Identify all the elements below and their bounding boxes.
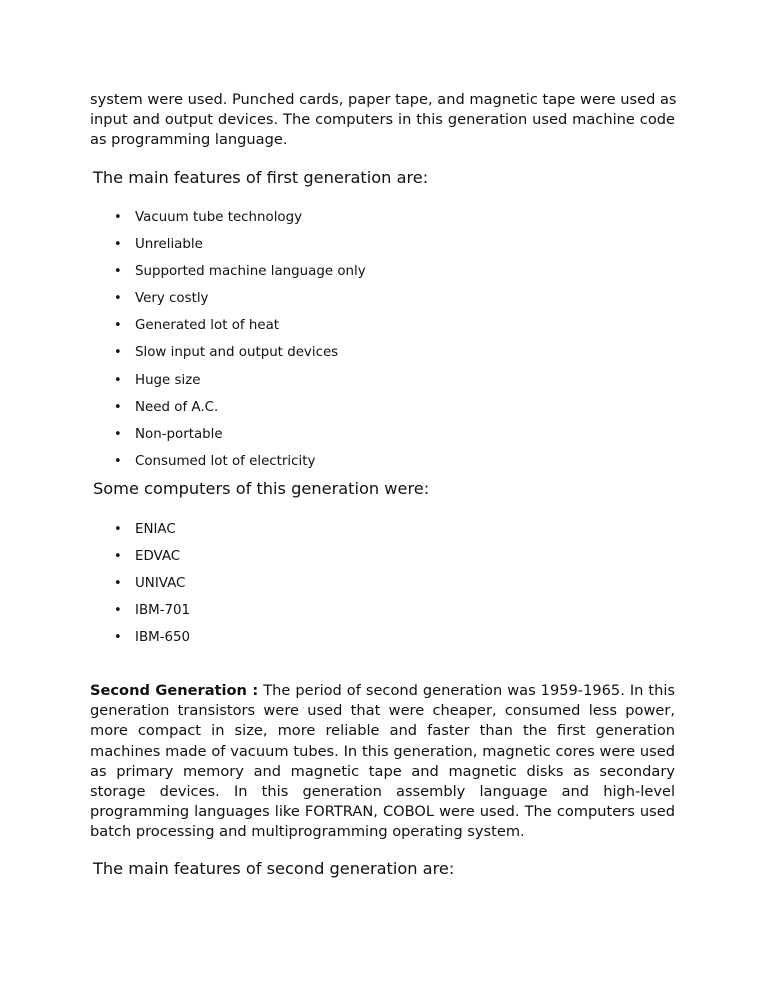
bullet-glyph: • (114, 549, 122, 564)
second-gen-lead: Second Generation : (90, 682, 259, 699)
bullet-glyph: • (114, 264, 122, 279)
intro-line: as programming language. (90, 131, 288, 149)
bullet-glyph: • (114, 454, 122, 469)
second-gen-line: storage devices. In this generation assembly language and high-level (90, 783, 675, 801)
bullet-glyph: • (114, 318, 122, 333)
second-gen-line: generation transistors were used that were cheaper, consumed less power, (90, 702, 675, 720)
second-gen-line: batch processing and multiprogramming operating system. (90, 823, 525, 841)
intro-paragraph (90, 90, 675, 151)
bullet-glyph: • (114, 400, 122, 415)
second-gen-line: machines made of vacuum tubes. In this generation, magnetic cores were used (90, 742, 675, 760)
intro-line: input and output devices. The computers in this generation used machine code (90, 111, 675, 129)
bullet-glyph: • (114, 291, 122, 306)
second-gen-line: more compact in size, more reliable and faster than the first generation (90, 722, 675, 740)
second-generation-paragraph (90, 681, 675, 843)
document-page: system were used. Punched cards, paper tape, and magnetic tape were used as input and output devices. The computers in this generation used machine code as programming language. The main features of first generation are: • Vacuum tube technology • Unreliable • Supported machine language only • Very costly • Generated lot of heat • Slow input and output devices • Huge size • Need of A.C. • Non-portable • Consumed lot of electricity Some computers of this generation were: • ENIAC • EDVAC • UNIVAC • IBM-701 • IBM-650 Second Generation : The period of second generation was 1959-1965. In this generation transistors were used that were cheaper, consumed less power, more compact in size, more reliable and faster than the first generation machines made of vacuum tubes. In this generation, magnetic cores were used as primary memory and magnetic tape and magnetic disks as secondary storage devices. In this generation assembly language and high-level programming languages like FORTRAN, COBOL were used. The computers used batch processing and multiprogramming operating system. The main features of second generation are: (90, 91, 677, 878)
features1-heading: The main features of first generation are: (93, 168, 429, 187)
bullet-glyph: • (114, 522, 122, 537)
intro-line: system were used. Punched cards, paper tape, and magnetic tape were used as (90, 91, 677, 108)
second-gen-line: Second Generation : The period of second generation was 1959-1965. In this (90, 682, 675, 699)
bullet-glyph: • (114, 576, 122, 591)
bullet-glyph: • (114, 603, 122, 618)
bullet-glyph: • (114, 210, 122, 225)
computers-heading: Some computers of this generation were: (93, 479, 430, 498)
second-gen-line: as primary memory and magnetic tape and magnetic disks as secondary (90, 762, 675, 780)
features2-heading: The main features of second generation are: (93, 859, 455, 878)
bullet-glyph: • (114, 345, 122, 360)
second-gen-line: programming languages like FORTRAN, COBOL were used. The computers used (90, 803, 675, 821)
bullet-glyph: • (114, 237, 122, 252)
bullet-glyph: • (114, 427, 122, 442)
bullet-glyph: • (114, 630, 122, 645)
bullet-glyph: • (114, 373, 122, 388)
